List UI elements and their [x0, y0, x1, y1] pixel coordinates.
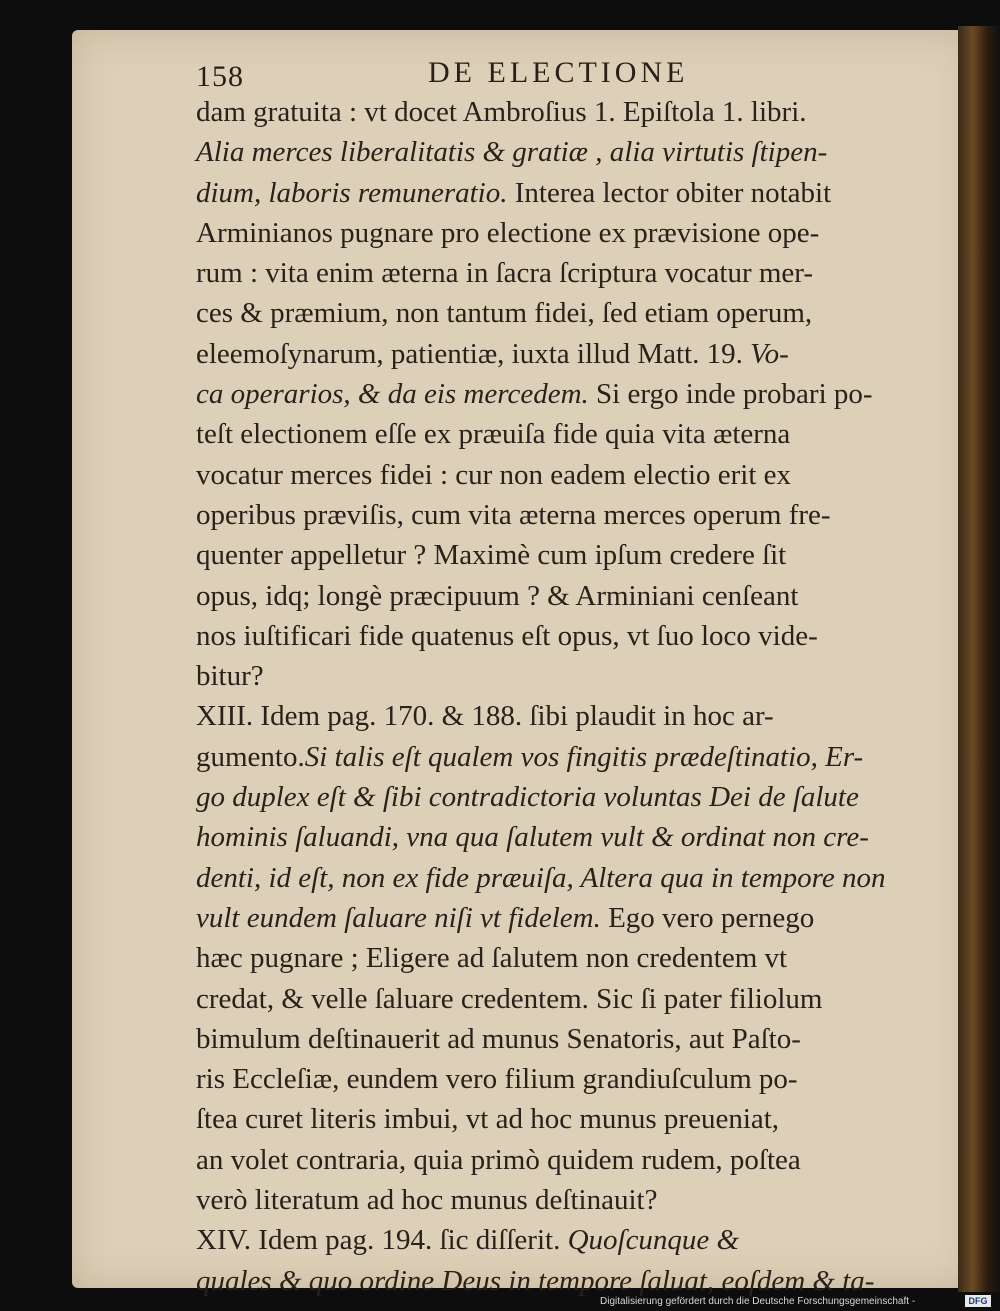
body-text	[196, 92, 908, 1301]
italic-segment: Alia merces liberalitatis & gratiæ , alia virtutis ſtipen-	[196, 136, 828, 169]
roman-segment: credat, & velle ſaluare credentem. Sic ſi pater filiolum	[196, 982, 823, 1015]
roman-segment: hæc pugnare ; Eligere ad ſalutem non credentem vt	[196, 942, 788, 975]
page-number: 158	[196, 60, 244, 93]
text-line	[196, 414, 908, 454]
italic-segment: quales & quo ordine Deus in tempore ſaluat, eoſdem & ta-	[196, 1264, 875, 1297]
text-line	[196, 777, 908, 817]
roman-segment: verò literatum ad hoc munus deſtinauit?	[196, 1184, 658, 1217]
text-line	[196, 132, 908, 172]
text-line	[196, 817, 908, 857]
text-line	[196, 455, 908, 495]
book-spine-edge	[958, 26, 1000, 1292]
roman-segment: Ego vero pernego	[600, 901, 815, 934]
text-line	[196, 1140, 908, 1180]
text-line	[196, 495, 908, 535]
running-head: DE ELECTIONE	[428, 56, 689, 89]
italic-segment: Si talis eſt qualem vos fingitis prædeſtinatio, Er-	[304, 740, 864, 773]
text-line	[196, 858, 908, 898]
text-line	[196, 173, 908, 213]
roman-segment: operibus præviſis, cum vita æterna merces operum fre-	[196, 498, 831, 531]
text-line	[196, 616, 908, 656]
roman-segment: dam gratuita : vt docet Ambroſius 1. Epiſtola 1. libri.	[196, 96, 807, 128]
roman-segment: rum : vita enim æterna in ſacra ſcriptura vocatur mer-	[196, 257, 814, 290]
text-line	[196, 213, 908, 253]
roman-segment: XIV. Idem pag. 194. ſic diſſerit.	[196, 1224, 568, 1257]
roman-segment: Si ergo inde probari po-	[588, 378, 873, 411]
italic-segment: go duplex eſt & ſibi contradictoria voluntas Dei de ſalute	[196, 781, 859, 814]
roman-segment: teſt electionem eſſe ex præuiſa fide quia vita æterna	[196, 418, 791, 451]
digitization-credit: Digitalisierung gefördert durch die Deutsche Forschungsgemeinschaft -	[600, 1296, 916, 1307]
page-header	[196, 54, 896, 94]
text-line	[196, 737, 908, 777]
italic-segment: Vo-	[750, 337, 789, 370]
text-line	[196, 656, 908, 696]
dfg-logo: DFG	[965, 1295, 991, 1307]
text-line	[196, 1220, 908, 1260]
text-line	[196, 1180, 908, 1220]
roman-segment: ſtea curet literis imbui, vt ad hoc munus preueniat,	[196, 1103, 780, 1136]
roman-segment: ces & præmium, non tantum fidei, ſed etiam operum,	[196, 297, 813, 330]
roman-segment: bimulum deſtinauerit ad munus Senatoris, aut Paſto-	[196, 1022, 801, 1055]
text-line	[196, 1059, 908, 1099]
italic-segment: dium, laboris remuneratio.	[196, 176, 508, 209]
italic-segment: ca operarios, & da eis mercedem.	[196, 378, 589, 411]
roman-segment: XIII. Idem pag. 170. & 188. ſibi plaudit in hoc ar-	[196, 700, 774, 733]
roman-segment: an volet contraria, quia primò quidem rudem, poſtea	[196, 1143, 801, 1176]
text-line	[196, 535, 908, 575]
text-line	[196, 696, 908, 736]
text-line	[196, 374, 908, 414]
text-line	[196, 334, 908, 374]
roman-segment: Arminianos pugnare pro electione ex prævisione ope-	[196, 216, 820, 249]
text-line	[196, 938, 908, 978]
italic-segment: vult eundem ſaluare niſi vt fidelem.	[196, 901, 601, 934]
roman-segment: ris Eccleſiæ, eundem vero filium grandiuſculum po-	[196, 1063, 798, 1096]
italic-segment: denti, id eſt, non ex fide præuiſa, Altera qua in tempore non	[196, 861, 886, 894]
text-line	[196, 1019, 908, 1059]
roman-segment: quenter appelletur ? Maximè cum ipſum credere ſit	[196, 539, 787, 572]
text-line	[196, 293, 908, 333]
roman-segment: Interea lector obiter notabit	[507, 176, 832, 209]
text-line	[196, 576, 908, 616]
text-line	[196, 1261, 908, 1301]
text-line	[196, 979, 908, 1019]
roman-segment: gumento.	[196, 740, 305, 773]
italic-segment: hominis ſaluandi, vna qua ſalutem vult & ordinat non cre-	[196, 821, 869, 854]
roman-segment: opus, idq; longè præcipuum ? & Arminiani cenſeant	[196, 579, 799, 612]
roman-segment: vocatur merces fidei : cur non eadem electio erit ex	[196, 458, 792, 491]
roman-segment: bitur?	[196, 660, 264, 693]
roman-segment: eleemoſynarum, patientiæ, iuxta illud Matt. 19.	[196, 337, 751, 370]
text-line	[196, 1099, 908, 1139]
italic-segment: Quoſcunque &	[567, 1224, 740, 1257]
text-line	[196, 92, 908, 132]
text-line	[196, 898, 908, 938]
text-line	[196, 253, 908, 293]
roman-segment: nos iuſtificari fide quatenus eſt opus, vt ſuo loco vide-	[196, 619, 818, 652]
